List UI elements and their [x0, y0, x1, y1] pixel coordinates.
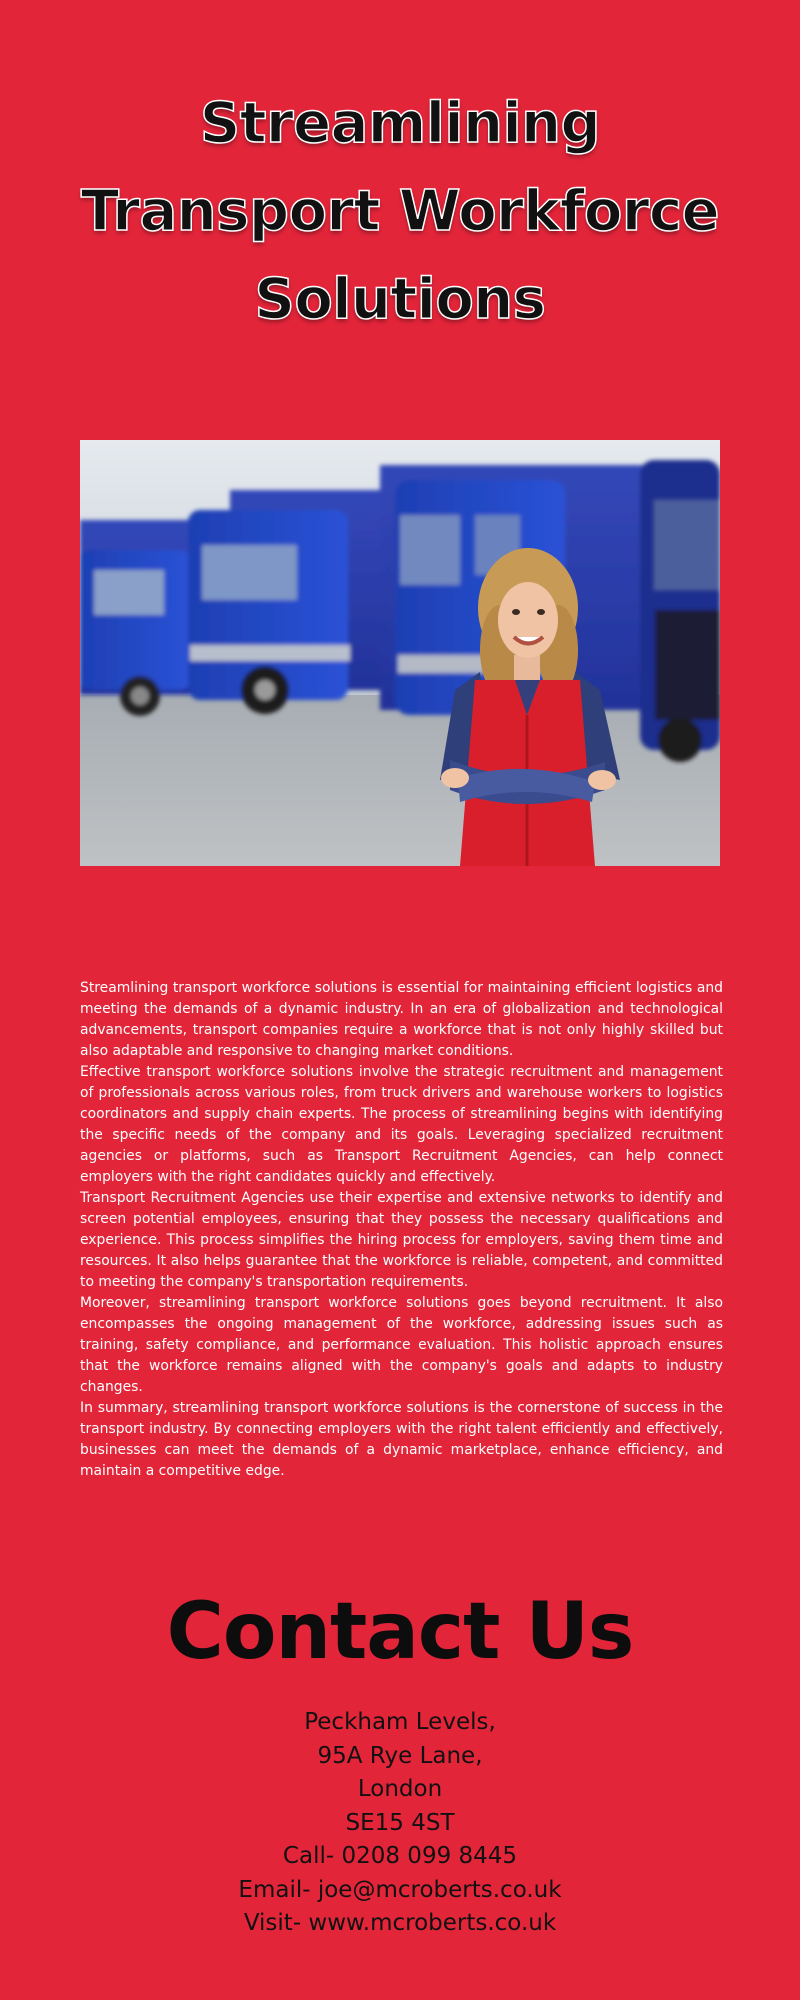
contact-details: [0, 1706, 800, 1941]
article-paragraph-2: Effective transport workforce solutions involve the strategic recruitment and management of professionals across various roles, from truck drivers and warehouse workers to logistics coordinators and supply chain experts. The process of streamlining begins with identifying the specific needs of the company and its goals. Leveraging specialized recruitment agencies or platforms, such as Transport Recruitment Agencies, can help connect employers with the right candidates quickly and effectively.: [80, 1064, 723, 1185]
article-paragraph-5: In summary, streamlining transport workforce solutions is the cornerstone of success in the transport industry. By connecting employers with the right talent efficiently and effectively, businesses can meet the demands of a dynamic marketplace, enhance efficiency, and maintain a competitive edge.: [80, 1400, 723, 1479]
title-line-3: Solutions: [254, 267, 546, 332]
truck-driver-illustration: [80, 440, 720, 866]
article-body: [80, 978, 723, 1482]
contact-heading: Contact Us: [166, 1587, 634, 1677]
address-postcode: SE15 4ST: [345, 1809, 455, 1836]
contact-email: Email- joe@mcroberts.co.uk: [238, 1876, 562, 1903]
address-city: London: [357, 1776, 443, 1802]
address-line-2: 95A Rye Lane,: [317, 1742, 483, 1769]
contact-phone: Call- 0208 099 8445: [282, 1843, 518, 1869]
contact-website: Visit- www.mcroberts.co.uk: [243, 1910, 557, 1936]
title-line-2: Transport Workforce: [80, 179, 720, 244]
article-paragraph-4: Moreover, streamlining transport workforce solutions goes beyond recruitment. It also encompasses the ongoing management of the workforce, addressing issues such as training, safety compliance, and performance evaluation. This holistic approach ensures that the workforce remains aligned with the company's goals and adapts to industry changes.: [80, 1295, 723, 1395]
address-line-1: Peckham Levels,: [304, 1709, 496, 1735]
article-paragraph-1: Streamlining transport workforce solutions is essential for maintaining efficient logistics and meeting the demands of a dynamic industry. In an era of globalization and technological advancements, transport companies require a workforce that is not only highly skilled but also adaptable and responsive to changing market conditions.: [80, 980, 723, 1059]
page-title: [40, 80, 760, 344]
article-paragraph-3: Transport Recruitment Agencies use their expertise and extensive networks to identify and screen potential employees, ensuring that they possess the necessary qualifications and experience. This process simplifies the hiring process for employers, saving them time and resources. It also helps guarantee that the workforce is reliable, competent, and committed to meeting the company's transportation requirements.: [80, 1190, 723, 1290]
truck-driver-photo: [80, 440, 720, 866]
title-line-1: Streamlining: [199, 91, 601, 156]
